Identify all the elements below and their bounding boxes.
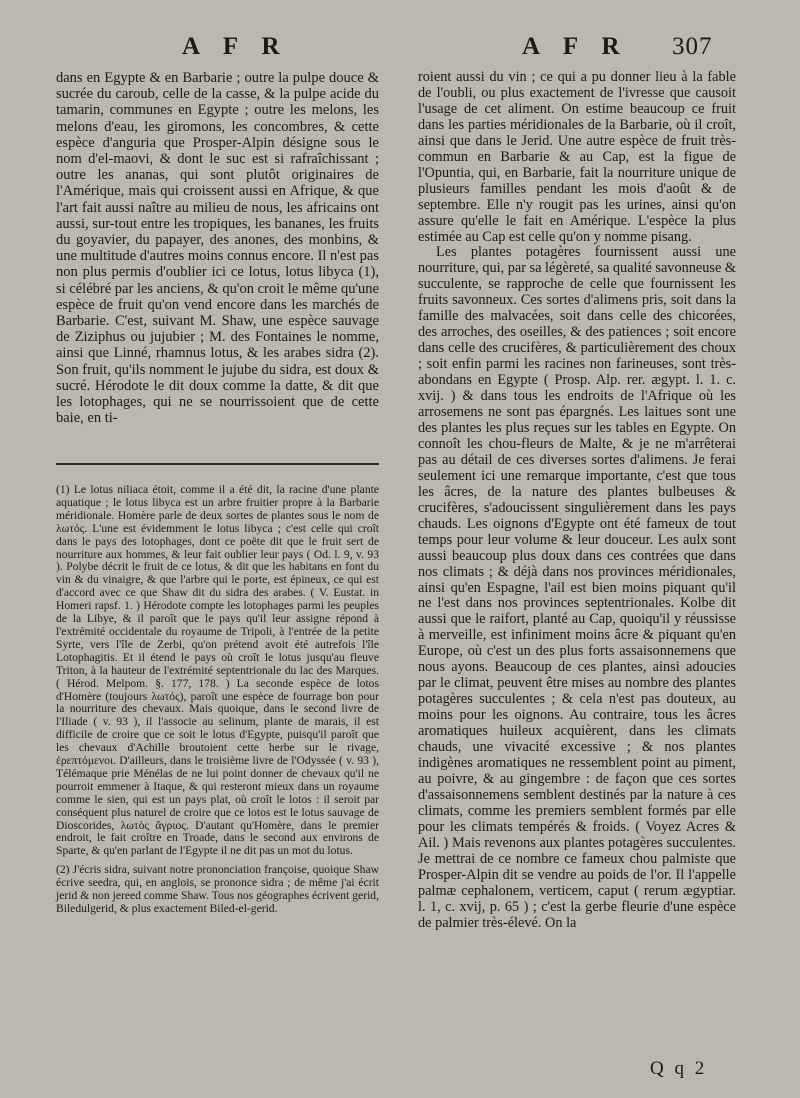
footnote-2: (2) J'écris sidra, suivant notre prononciation françoise, quoique Shaw écrive seedra, qui, en anglois, se prononce sidra ; de même j'ai écrit jerid & non jereed comme Shaw. Tous nos géographes écrivent gerid, Biledulgerid, & plus exactement Biled-el-gerid. bbox=[56, 863, 379, 915]
running-header bbox=[0, 33, 800, 65]
page-number: 307 bbox=[672, 33, 713, 60]
header-left-title: A F R bbox=[182, 33, 289, 60]
right-column bbox=[418, 70, 736, 931]
right-column-body-2: Les plantes potagères fournissent aussi une nourriture, qui, par sa légèreté, sa qualité savonneuse & succulente, se rapproche de celle que fournissent les fruits savonneux. Ces sortes d'alimens pris, soit dans la famille des malvacées, soit dans celle des chicorées, des arroches, des oseilles, & des patiences ; soit encore dans celle des crucifères, & particulièrement des choux ; soit enfin parmi les racines non farineuses, sont très-abondans en Egypte ( Prosp. Alp. rer. ægypt. l. 1. c. xvij. ) & dans tous les endroits de l'Afrique où les arrosemens ne sont pas épargnés. Les laitues sont une des plantes les plus reçues sur les tables en Egypte. On connoît les chou-fleurs de Malte, & je ne m'arrêterai pas au détail de ces diverses sortes d'alimens. Je ferai seulement ici une remarque importante, c'est que tous les âcres, de la nature des plantes bulbeuses & crucifères, s'adoucissent singulièrement dans les pays chauds. Les oignons d'Egypte ont été fameux de tout temps pour leur volume & leur douceur. Les aulx sont aussi beaucoup plus doux dans ces contrées que dans nos climats ; & déjà dans nos provinces méridionales, ainsi qu'en Espagne, l'ail est bien moins piquant qu'il ne l'est dans nos provinces septentrionales. Kolbe dit aussi que le raifort, planté au Cap, quoiqu'il y réussisse à merveille, est infiniment moins âcre & piquant qu'en Europe, où c'est un des plus forts assaisonnemens que nous ayons. Beaucoup de ces plantes, ainsi adoucies par le climat, peuvent être mises au nombre des plantes potagères succulentes ; & cela n'est pas douteux, au moins pour les oignons. Au contraire, tous les âcres aromatiques huileux acquièrent, dans les climats chauds, une vivacité excessive ; & nos plantes indigènes aromatiques ne ressemblent point au piment, au poivre, & au gingembre : de façon que ces sortes d'assaisonnemens semblent destinés par la nature à ces climats, comme les premiers semblent formés par elle pour les climats tempérés & froids. ( Voyez Acres & Ail. ) Mais revenons aux plantes potagères succulentes. Je mettrai de ce nombre ce fameux chou palmiste que Prosper-Alpin dit se vendre au poids de l'or. Il l'appelle palmæ cephalonem, verticem, caput ( rerum ægyptiar. l. 1, c. xvij, p. 65 ) ; c'est la gerbe fleurie d'une espèce de palmier très-élevé. On la bbox=[418, 244, 736, 931]
footnotes bbox=[56, 484, 379, 916]
signature-mark: Q q 2 bbox=[650, 1058, 708, 1079]
left-column-body: dans en Egypte & en Barbarie ; outre la pulpe douce & sucrée du caroub, celle de la casse, & la pulpe acide du tamarin, communes en Egypte ; outre les melons, les melons d'eau, les giromons, les concombres, & cette espèce d'anguria que Prosper-Alpin désigne sous le nom d'el-maovi, & dont le suc est si rafraîchissant ; outre les ananas, qui sont plutôt originaires de l'Amérique, mais qui croissent aussi en Afrique, & que l'art fait aussi naître au milieu de nous, les africains ont aussi, sur-tout entre les tropiques, les bananes, les fruits du goyavier, du papayer, des anones, des monbins, & une multitude d'autres moins connus encore. Il n'est pas non plus permis d'oublier ici ce lotus, lotus libyca (1), si célébré par les anciens, & qu'on croit le même qu'une espèce de fruit qu'on vend encore dans les marchés de Barbarie. C'est, suivant M. Shaw, une espèce sauvage de Ziziphus ou jujubier ; M. des Fontaines le nomme, ainsi que Linné, rhamnus lotus, & les arabes sidra (2). Son fruit, qu'ils nomment le jujube du sidra, est doux & sucré. Hérodote le dit doux comme la datte, & dit que les lotophages, qui ne se nourrissoient que de cette baie, en ti- bbox=[56, 70, 379, 427]
footnote-rule bbox=[56, 463, 379, 465]
header-center-title: A F R bbox=[522, 33, 629, 60]
right-column-body: roient aussi du vin ; ce qui a pu donner lieu à la fable de l'oubli, ou plus exactement de l'ivresse que causoit l'usage de cet aliment. On estime beaucoup ce fruit dans les parties méridionales de la Barbarie, où il croît, ainsi que dans le Jerid. Une autre espèce de fruit très-commun en Barbarie & au Cap, est la figue de l'Opuntia, qui, en Barbarie, fait la nourriture unique de plusieurs familles pendant les mois d'août & de septembre. Elle n'y rougit pas les urines, ainsi qu'on assure qu'elle le fait en Amérique. L'espèce la plus estimée au Cap est celle qu'on y nomme pisang. bbox=[418, 69, 736, 245]
footnote-1: (1) Le lotus niliaca étoit, comme il a été dit, la racine d'une plante aquatique ; le lotus libyca est un arbre fruitier propre à la Barbarie méridionale. Homère parle de deux sortes de plantes sous le nom de λωτός. L'une est évidemment le lotus libyca ; c'est celle qui croît dans le pays des lotophages, dont ce poëte dit que le fruit sert de nourriture aux hommes, & leur fait oublier leur pays ( Od. l. 9, v. 93 ). Polybe décrit le fruit de ce lotus, & dit que les habitans en font du vin & du vinaigre, & que l'arbre qui le porte, est épineux, ce qui est d'accord avec ce que Shaw dit du sidra des arabes. ( V. Eustat. in Homeri rapsf. 1. ) Hérodote compte les lotophages parmi les peuples de la Libye, & il paroît que le pays qu'il leur assigne répond à l'extrémité occidentale du royaume de Tripoli, à l'entrée de la petite Syrte, vers l'île de Zerbi, qu'on prétend avoit été autrefois l'île Lotophagitis. Et il étend le pays où croît le lotus jusqu'au fleuve Triton, à la hauteur de l'extrémité septentrionale du lac des Marques. ( Hérod. Melpom. §. 177, 178. ) La seconde espèce de lotos d'Homère (toujours λωτός), paroît une espèce de fourrage bon pour la nourriture des chevaux. Mais quoique, dans le second livre de l'Iliade ( v. 93 ), il l'associe au selinum, plante de marais, il est difficile de croire que ce soit le lotus d'Egypte, puisqu'il paroît que les chevaux d'Achille broutoient cette herbe sur le rivage, ἐρεπτόμενοι. D'ailleurs, dans le troisième livre de l'Odyssée ( v. 93 ), Télémaque prie Ménélas de ne lui point donner de chevaux qu'il ne pourroit emmener à Itaque, & qui resteront mieux dans un royaume comme le sien, qui est un pays plat, où croît le lotos : il seroit par conséquent plus naturel de croire que ce lotos est le lotus sauvage de Dioscorides, λωτὸς ἄγριος. D'autant qu'Homère, dans le premier endroit, le fait croître en Troade, dans le second aux environs de Sparte, & qu'en parlant de l'Egypte il ne dit pas un mot du lotus. bbox=[56, 483, 379, 858]
left-column bbox=[56, 70, 379, 426]
